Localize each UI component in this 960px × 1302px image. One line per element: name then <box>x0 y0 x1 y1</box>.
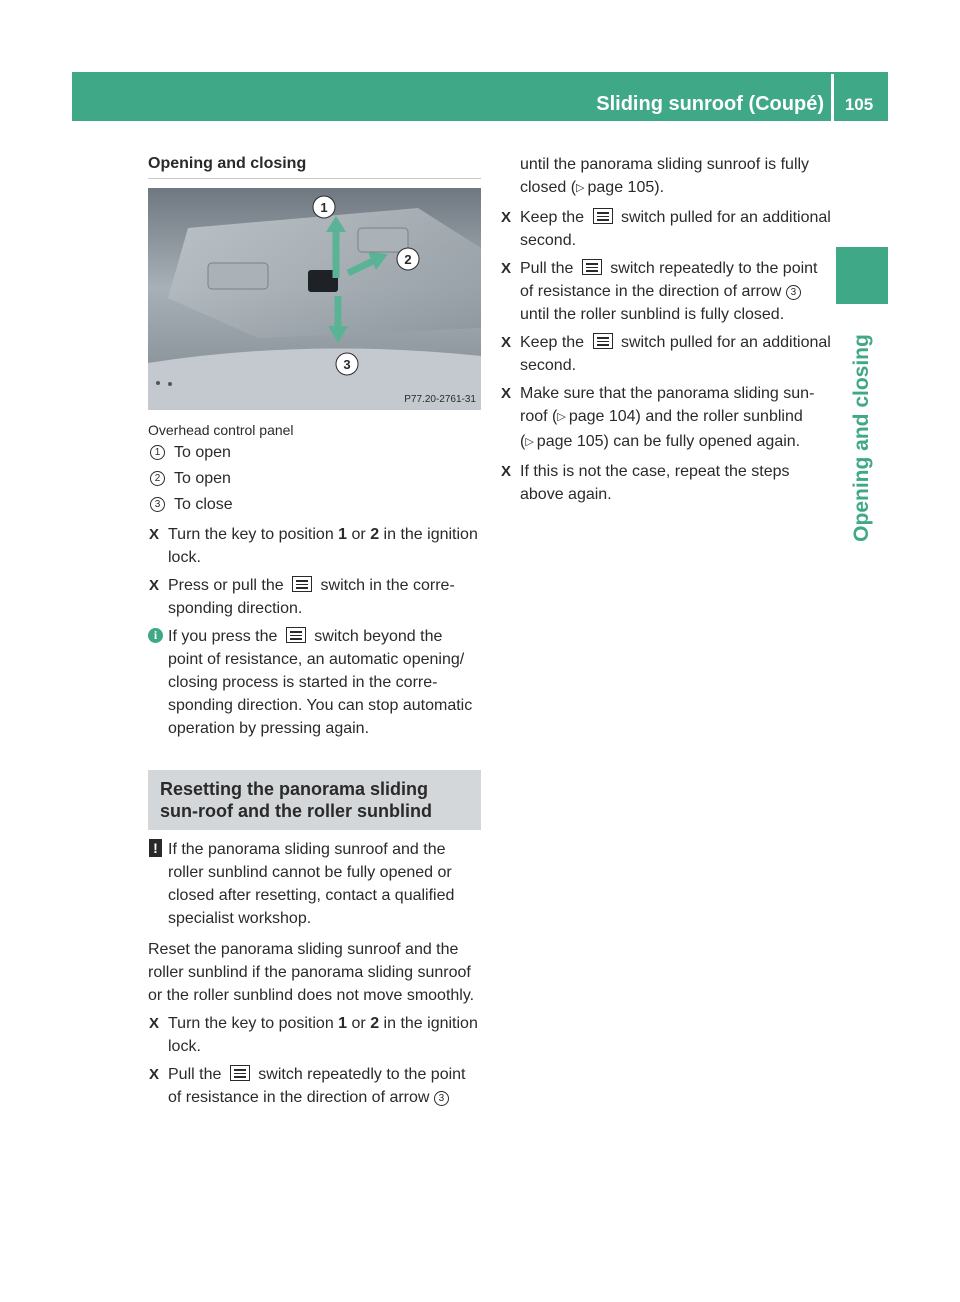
page-ref-icon: ▷ <box>525 436 534 448</box>
left-column <box>148 152 481 1109</box>
instruction-step <box>500 331 834 377</box>
key-position: 1 <box>338 526 348 543</box>
sunroof-switch-icon <box>292 576 312 592</box>
note-text: If you press the <box>168 628 282 645</box>
step-text: in the ignition lock. <box>168 1015 478 1055</box>
overhead-control-panel-photo <box>148 188 481 410</box>
step-text: Make sure that the panorama sliding sunroof ( <box>520 385 815 425</box>
step-marker-icon: X <box>501 385 512 402</box>
arrow-number: 3 <box>786 285 801 300</box>
instruction-step <box>148 574 481 620</box>
instruction-step <box>148 523 481 569</box>
step-text: switch repeatedly to the point of resistance in the direction of arrow <box>520 260 818 300</box>
warning-icon: ! <box>149 839 162 857</box>
note-text: switch beyond the point of resistance, an automatic opening/ closing process is started in the corresponding direction. You can stop automatic operation by pressing again. <box>168 628 473 737</box>
step-text: switch repeatedly to the point of resistance in the direction of arrow <box>168 1066 466 1106</box>
instruction-step <box>500 206 834 252</box>
page-ref-icon: ▷ <box>576 182 585 194</box>
figure-code: P77.20-2761-31 <box>404 394 476 405</box>
figure-caption: Overhead control panel <box>148 422 294 438</box>
mirror-sensor <box>156 381 160 385</box>
right-column <box>500 153 834 506</box>
instruction-step <box>500 257 834 326</box>
step-marker-icon: X <box>501 209 512 226</box>
key-position: 2 <box>370 526 380 543</box>
sunroof-switch-icon <box>582 259 602 275</box>
legend-number: 3 <box>150 497 165 512</box>
subsection-heading-box <box>148 770 481 830</box>
warning-note <box>148 838 481 930</box>
sunroof-switch-icon <box>230 1065 250 1081</box>
step-text: Keep the <box>520 209 589 226</box>
page-number: 105 <box>844 95 874 114</box>
arrow-number: 3 <box>434 1091 449 1106</box>
legend-item <box>148 440 481 466</box>
key-position: 2 <box>370 1015 380 1032</box>
callout-3-label: 3 <box>343 357 351 372</box>
subsection-title: Resetting the panorama sliding sun-roof and the roller sunblind <box>160 779 432 821</box>
callout-1-label: 1 <box>320 200 328 215</box>
step-marker-icon: X <box>149 526 160 543</box>
legend-item <box>148 466 481 492</box>
instruction-step <box>500 382 834 455</box>
step-marker-icon: X <box>149 577 160 594</box>
step-text: switch pulled for an additional second. <box>520 209 831 249</box>
step-text: switch pulled for an additional second. <box>520 334 831 374</box>
legend-number: 1 <box>150 445 165 460</box>
step-text: until the panorama sliding sunroof is fully closed ( <box>520 156 810 196</box>
page-reference[interactable]: page 104) and the roller sunblind ( <box>520 408 803 450</box>
paragraph: Reset the panorama sliding sunroof and the roller sunblind if the panorama sliding sunroof or the roller sunblind does not move smoothly. <box>148 941 475 1004</box>
sunroof-switch-icon <box>593 208 613 224</box>
step-text: or <box>347 526 371 543</box>
mirror-sensor <box>168 382 172 386</box>
step-text: Turn the key to position <box>168 1015 339 1032</box>
legend-text: To open <box>174 470 231 487</box>
legend-text: To close <box>174 496 233 513</box>
step-text: or <box>347 1015 371 1032</box>
instruction-step <box>500 460 834 506</box>
page-ref-icon: ▷ <box>557 411 566 423</box>
step-marker-icon: X <box>501 260 512 277</box>
page-reference[interactable]: page 105) can be fully opened again. <box>536 433 801 450</box>
step-text: Press or pull the <box>168 577 289 594</box>
step-text: in the ignition lock. <box>168 526 478 566</box>
step-text: Turn the key to position <box>168 526 339 543</box>
continued-text <box>500 153 834 201</box>
instruction-step <box>148 1012 481 1058</box>
step-text: Pull the <box>520 260 578 277</box>
key-position: 1 <box>338 1015 348 1032</box>
figure-illustration <box>148 188 481 410</box>
step-text: until the roller sunblind is fully closed. <box>520 306 785 323</box>
step-text: Keep the <box>520 334 589 351</box>
step-marker-icon: X <box>149 1015 160 1032</box>
running-header-title: Sliding sunroof (Coupé) <box>596 93 824 115</box>
section-title: Opening and closing <box>148 152 481 179</box>
info-note <box>148 625 481 740</box>
legend-item <box>148 492 481 518</box>
step-text: Pull the <box>168 1066 226 1083</box>
console-button <box>208 263 268 289</box>
instruction-step <box>148 1063 481 1109</box>
callout-2-label: 2 <box>404 252 412 267</box>
side-chapter-label: Opening and closing <box>850 334 873 542</box>
sunroof-switch-icon <box>593 333 613 349</box>
info-icon: i <box>148 628 163 643</box>
step-text: If this is not the case, repeat the steps above again. <box>520 463 790 503</box>
step-marker-icon: X <box>501 334 512 351</box>
step-marker-icon: X <box>149 1066 160 1083</box>
header-divider <box>831 74 834 121</box>
step-text: switch in the corresponding direction. <box>168 577 455 617</box>
legend-number: 2 <box>150 471 165 486</box>
legend-text: To open <box>174 444 231 461</box>
side-tab-marker <box>836 247 888 304</box>
sunroof-switch-icon <box>286 627 306 643</box>
page-reference[interactable]: page 105). <box>587 179 665 196</box>
warning-text: If the panorama sliding sunroof and the roller sunblind cannot be fully opened or closed after resetting, contact a qualified specialist workshop. <box>168 841 455 927</box>
console-button <box>358 228 408 252</box>
step-marker-icon: X <box>501 463 512 480</box>
